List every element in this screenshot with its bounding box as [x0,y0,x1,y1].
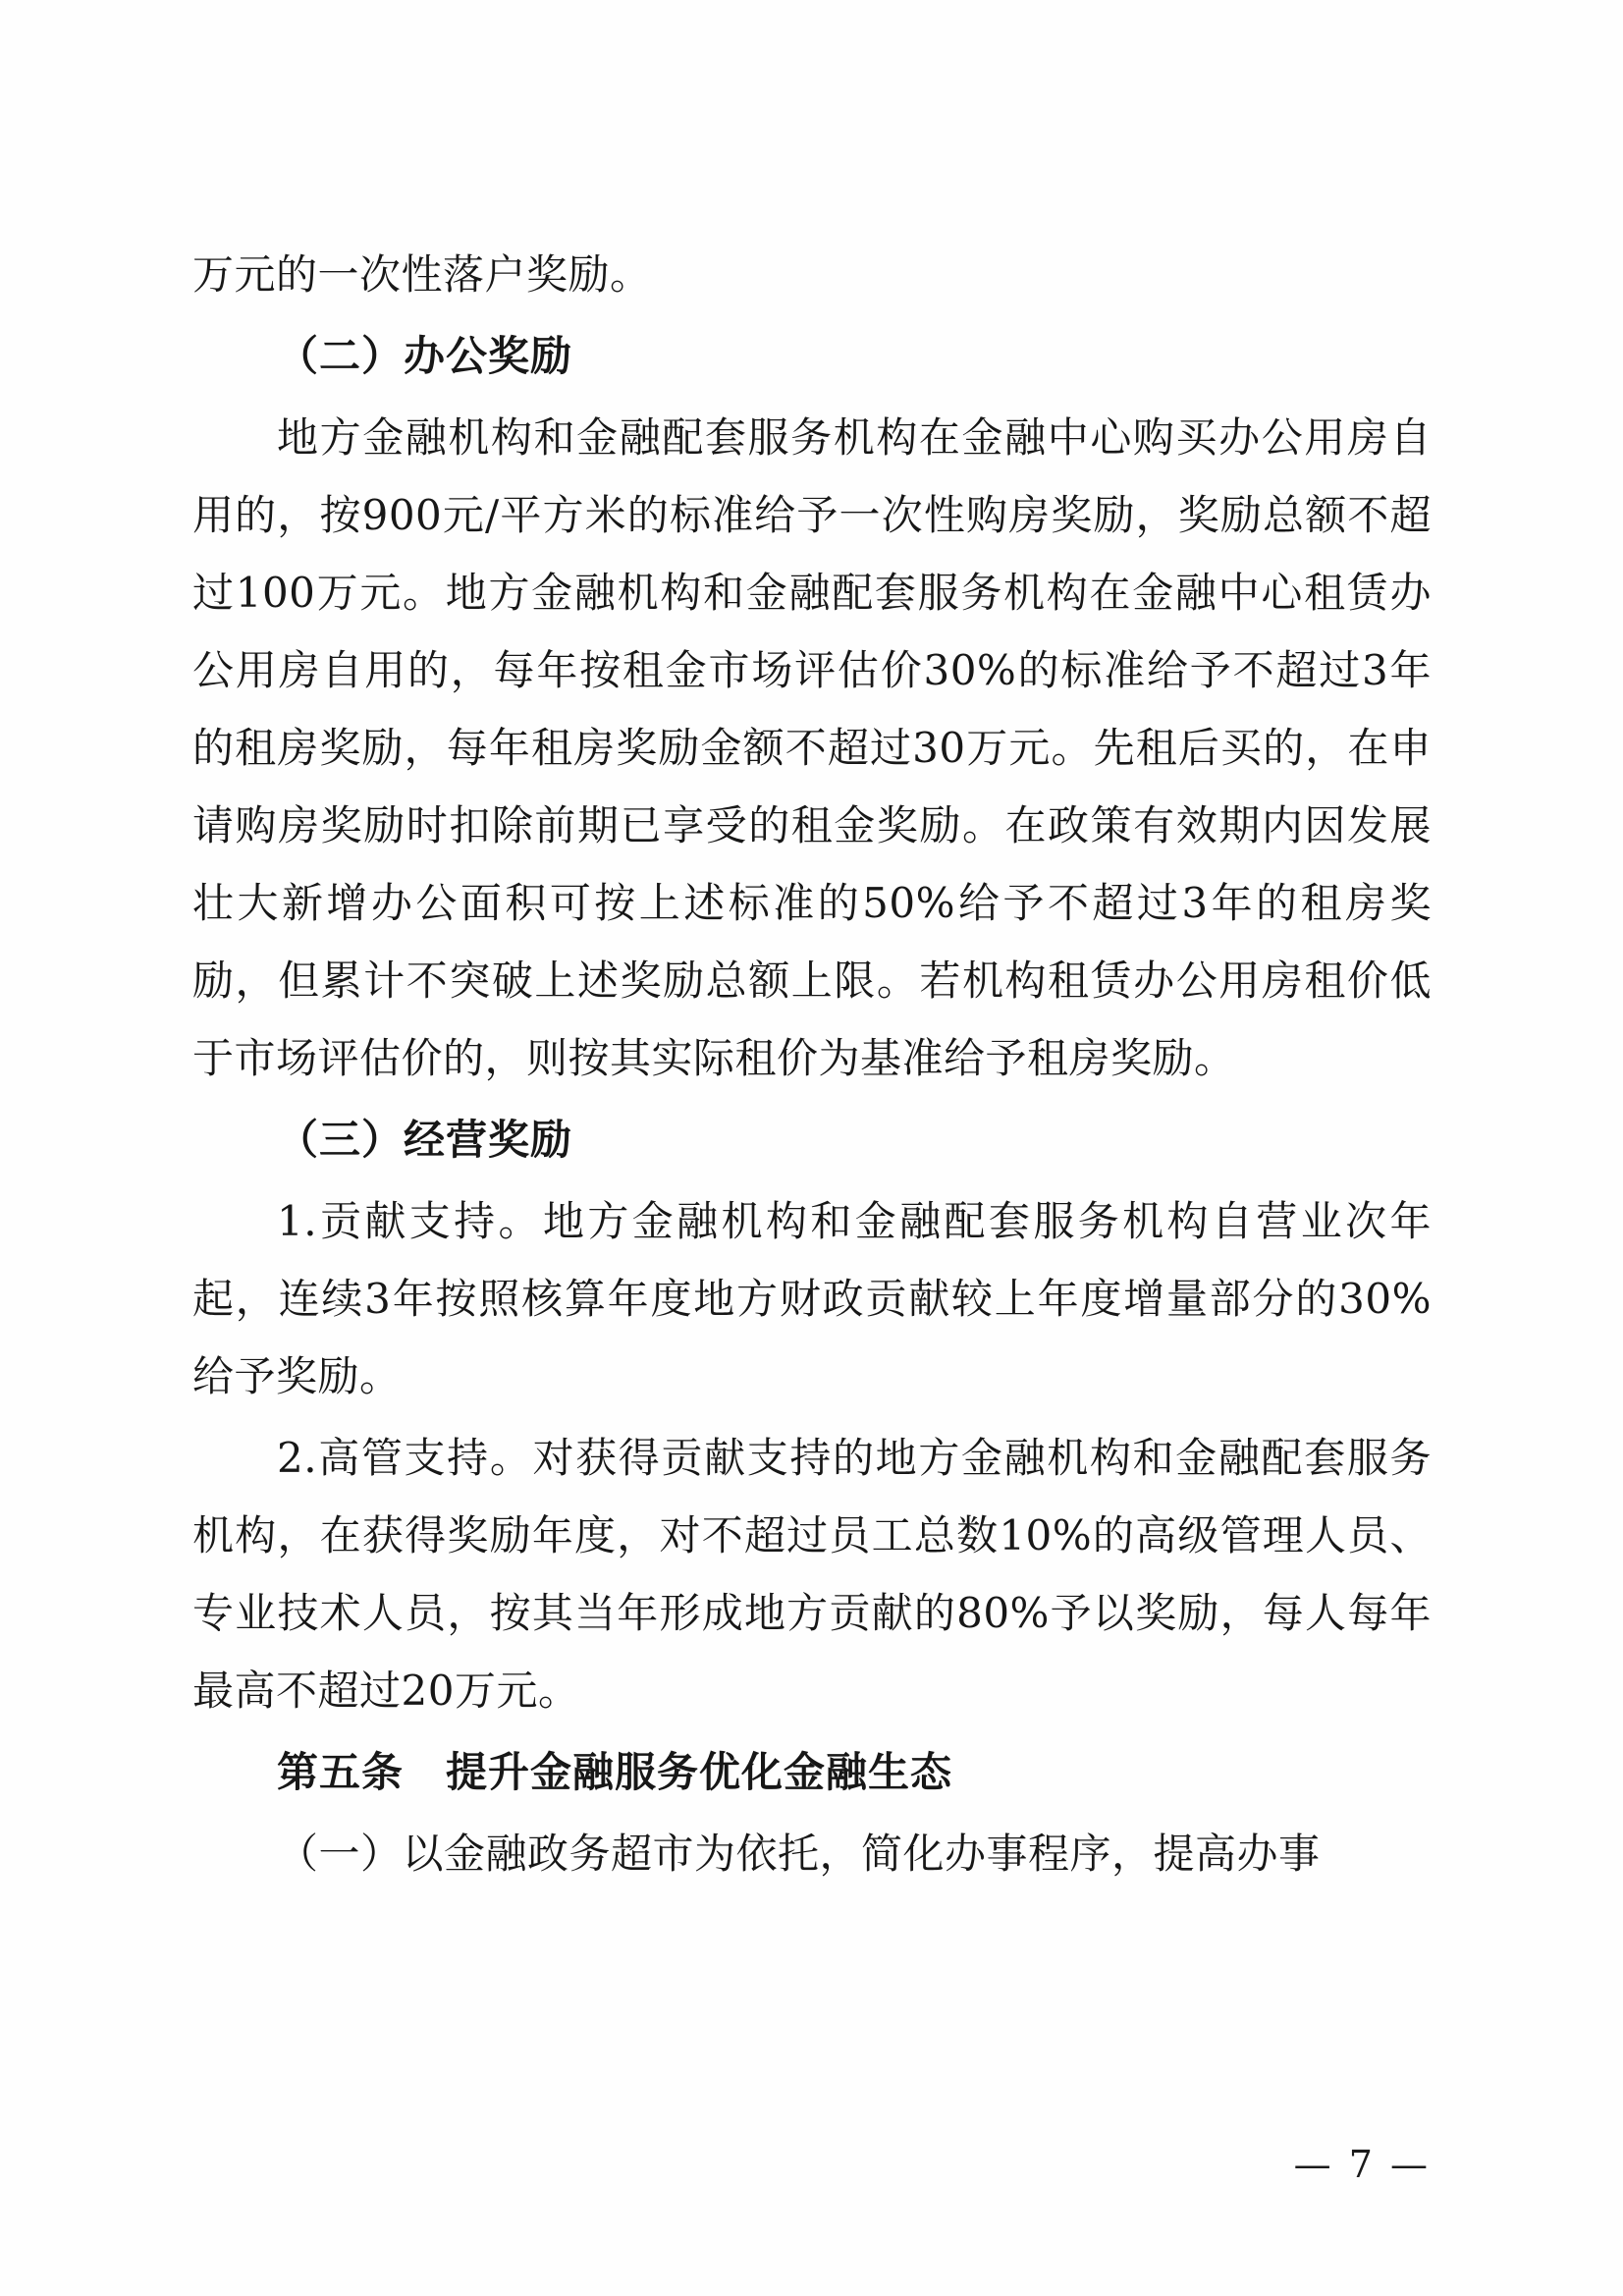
paragraph-contribution-support: 1.贡献支持。地方金融机构和金融配套服务机构自营业次年起，连续3年按照核算年度地方财政贡献较上年度增量部分的30%给予奖励。 [192,1197,1432,1400]
paragraph-continuation: 万元的一次性落户奖励。 [192,250,652,299]
paragraph-article-five-item-one: （一）以金融政务超市为依托，简化办事程序，提高办事 [277,1830,1321,1878]
paragraph-office-award: 地方金融机构和金融配套服务机构在金融中心购买办公用房自用的，按900元/平方米的标准给予一次性购房奖励，奖励总额不超过100万元。地方金融机构和金融配套服务机构在金融中心租赁办公用房自用的，每年按租金市场评估价30%的标准给予不超过3年的租房奖励，每年租房奖励金额不超过30万元。先租后买的，在申请购房奖励时扣除前期已享受的租金奖励。在政策有效期内因发展壮大新增办公面积可按上述标准的50%给予不超过3年的租房奖励，但累计不突破上述奖励总额上限。若机构租赁办公用房租价低于市场评估价的，则按其实际租价为基准给予租房奖励。 [192,413,1432,1082]
section-subheading-three: （三）经营奖励 [277,1116,573,1164]
page-number: — 7 — [1293,2143,1431,2186]
paragraph-executive-support: 2.高管支持。对获得贡献支持的地方金融机构和金融配套服务机构，在获得奖励年度，对不超过员工总数10%的高级管理人员、专业技术人员，按其当年形成地方贡献的80%予以奖励，每人每年最高不超过20万元。 [192,1434,1432,1715]
article-five-heading: 第五条 提升金融服务优化金融生态 [277,1748,953,1796]
page-body [192,236,1432,1896]
section-subheading-two: （二）办公奖励 [277,332,573,380]
